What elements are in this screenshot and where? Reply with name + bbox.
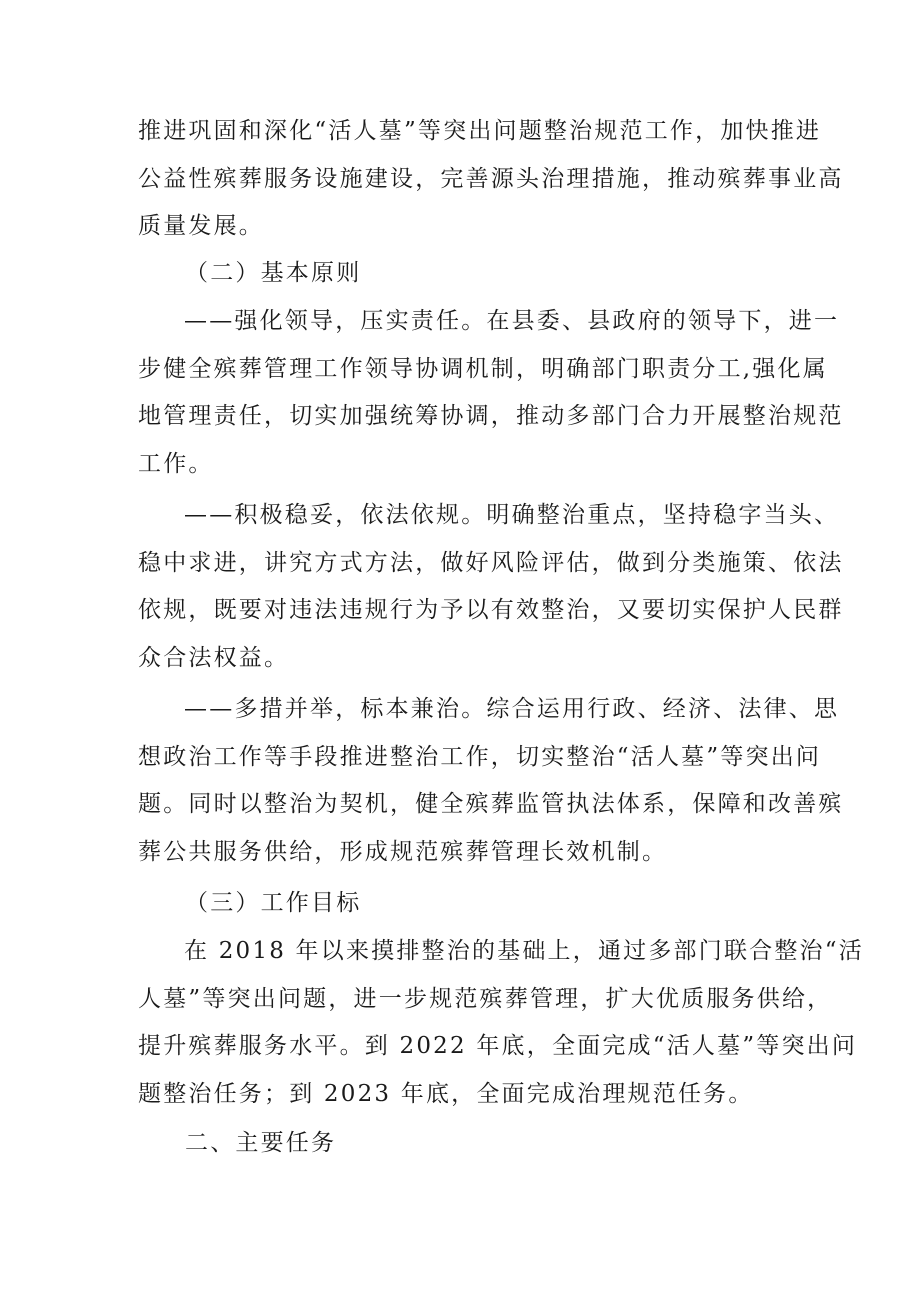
text-line: 稳中求进，讲究方式方法，做好风险评估，做到分类施策、依法	[138, 549, 844, 576]
principle-paragraph-1	[138, 298, 844, 488]
principle-paragraph-3	[138, 686, 844, 876]
section-heading-tasks: 二、主要任务	[185, 1130, 337, 1156]
text-line: 在 2018 年以来摸排整治的基础上，通过多部门联合整治“活	[184, 938, 864, 964]
intro-paragraph	[138, 108, 844, 251]
text-line: 步健全殡葬管理工作领导协调机制，明确部门职责分工,强化属	[138, 355, 828, 382]
text-line: ——多措并举，标本兼治。综合运用行政、经济、法律、思	[184, 696, 840, 722]
text-line: 葬公共服务供给，形成规范殡葬管理长效机制。	[138, 838, 668, 865]
text-line: 人墓”等突出问题，进一步规范殡葬管理，扩大优质服务供给，	[138, 985, 833, 1012]
text-line: 想政治工作等手段推进整治工作，切实整治“活人墓”等突出问	[138, 743, 822, 770]
text-line: 推进巩固和深化“活人墓”等突出问题整治规范工作，加快推进	[138, 118, 822, 144]
text-line: 提升殡葬服务水平。到 2022 年底，全面完成“活人墓”等突出问	[138, 1033, 858, 1059]
section-heading-principles: （二）基本原则	[185, 260, 362, 286]
text-line: 众合法权益。	[138, 644, 290, 671]
text-line: 题。同时以整治为契机，健全殡葬监管执法体系，保障和改善殡	[138, 791, 844, 817]
text-line: 依规，既要对违法违规行为予以有效整治，又要切实保护人民群	[138, 597, 844, 623]
text-line: 质量发展。	[138, 213, 264, 239]
text-line: 题整治任务；到 2023 年底，全面完成治理规范任务。	[138, 1080, 754, 1107]
section-heading-goals: （三）工作目标	[185, 890, 362, 916]
text-line: 工作。	[138, 450, 214, 477]
principle-paragraph-2	[138, 492, 844, 682]
text-line: 地管理责任，切实加强统筹协调，推动多部门合力开展整治规范	[138, 403, 844, 429]
text-line: ——强化领导，压实责任。在县委、县政府的领导下，进一	[184, 308, 840, 334]
text-line: ——积极稳妥，依法依规。明确整治重点，坚持稳字当头、	[184, 502, 840, 528]
goals-paragraph	[138, 928, 864, 1118]
text-line: 公益性殡葬服务设施建设，完善源头治理措施，推动殡葬事业高	[138, 165, 844, 192]
